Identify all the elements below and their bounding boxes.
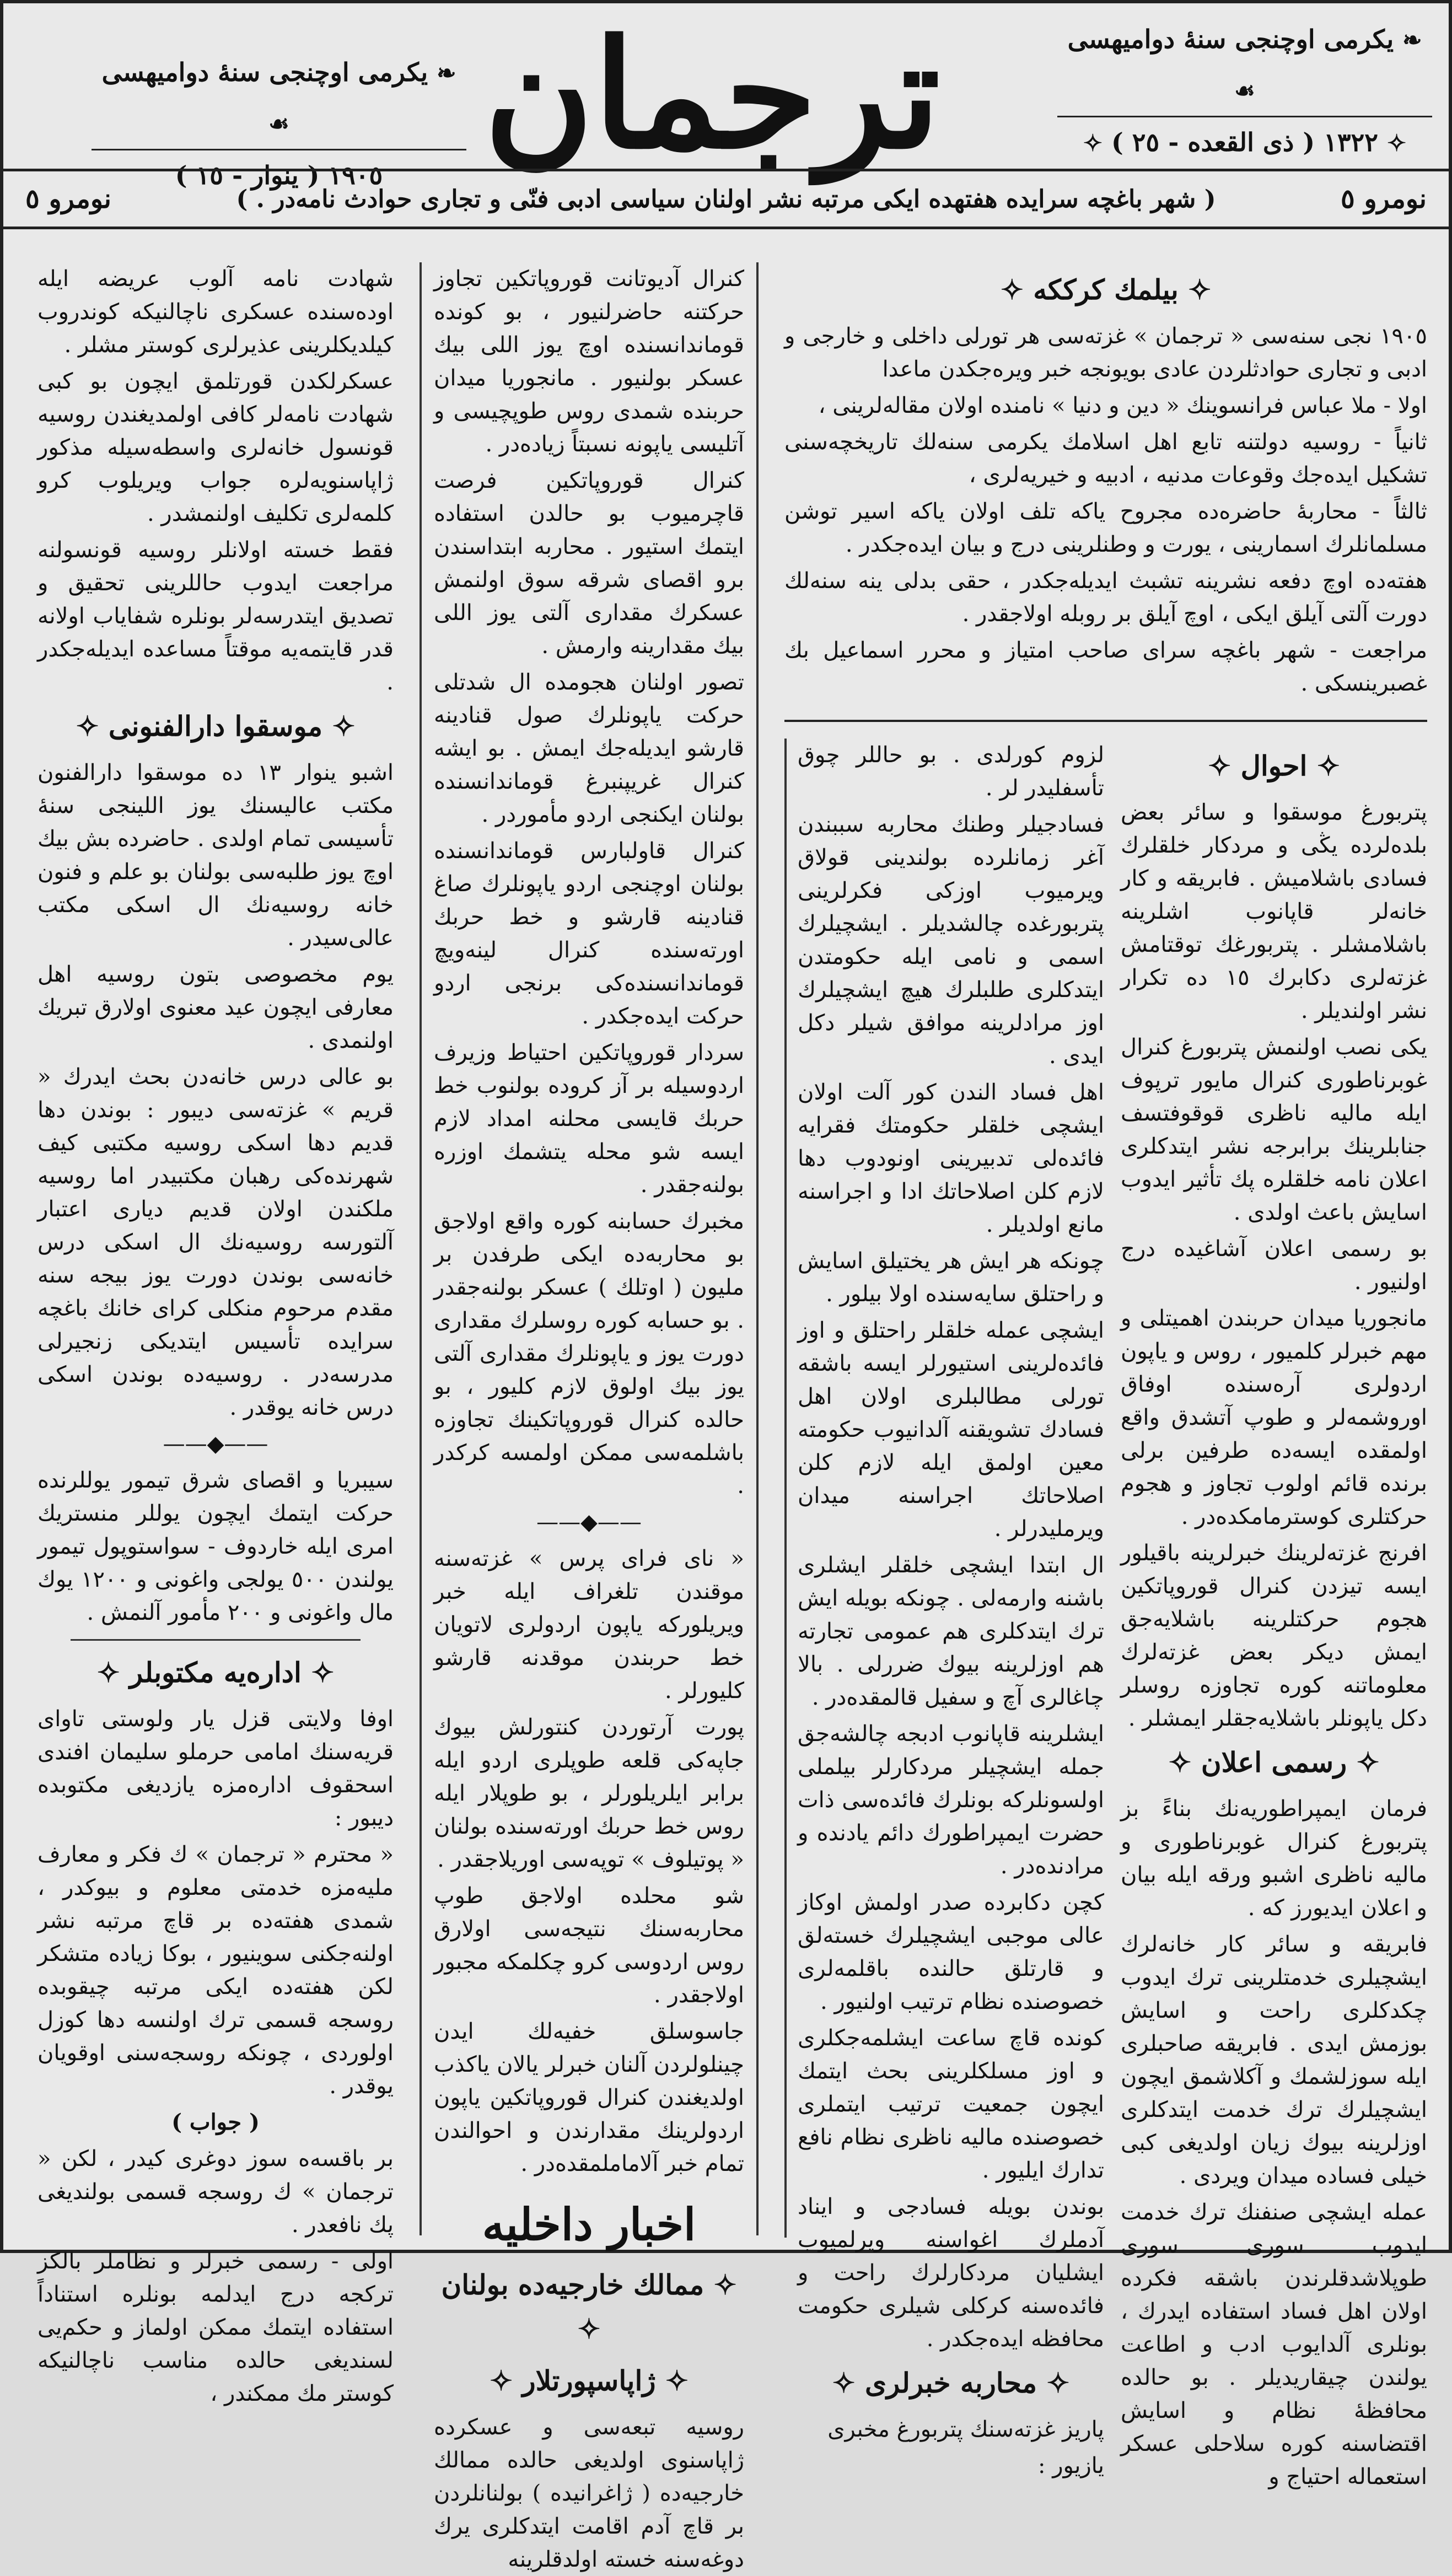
ornament-icon: ✧ (1000, 273, 1024, 306)
reservists-title: ژاپاسپورتلار (522, 2364, 656, 2397)
notice-heading (784, 268, 1427, 312)
article-paragraph: كنرال قوروپاتكين فرصت قاچرميوب بو حالدن استفاده ايتمك استيور . محاربه ابتداسندن برو اقصاى شرقه سوق اولنمش عسكرك مقدارى آلتى يوز اللى بيك مقدارينه وارمش . (434, 468, 744, 659)
column-middle (420, 262, 759, 2572)
abroad-heading (434, 2263, 744, 2351)
article-paragraph: كونده قاچ ساعت ايشلمه‌جكلرى و اوز مسلكلرينى بحث ايتمك ايچون جمعيت ترتيب ايتملرى خصوصنده ماليه ناظرى نظام نافع تدارك ايليور . (798, 2025, 1104, 2183)
article-paragraph: « محترم « ترجمان » ك فكر و معارف مليه‌مزه خدمتى معلوم و بيوكدر ، شمدى هفته‌ده بر قاچ مرتبه نشر اولنه‌جكنى سوينيور ، بوكا زياده متشكر لكن هفته‌ده ايكى مرتبه چيقوبده روسجه قسمى ترك اولنسه دها كوزل اولوردى ، چونكه روسجه‌سنى اوقويان يوقدر . (37, 1842, 394, 2099)
article-paragraph: مخبرك حسابنه كوره واقع اولاجق بو محاربه‌ده ايكى طرفدن بر مليون ( اوتلك ) عسكر بولنه‌جقدر . بو حسابه كوره روسلرك مقدارى دورت يوز و ياپونلرك مقدارى آلتى يوز بيك اولوق لازم كليور ، بو حالده كنرال قوروپاتكينك تجاوزه باشلمه‌سى ممكن اولمسه كركدر . (434, 1209, 744, 1499)
article-paragraph: مانجوريا ميدان حربندن اهميتلى و مهم خبرلر كلميور ، روس و ياپون اردولرى آره‌سنده اوفاق اوروشمه‌لر و طوپ آتشدق واقع اولمقده ايسه‌ده طرفين برلى برنده قائم اولوب تجاوز و هجوم حركتلرى كوسترمامكده‌در . (1121, 1306, 1427, 1529)
ornament-icon: ☙ (268, 110, 289, 137)
article-paragraph: چونكه هر ايش هر يختيلق اسايش و راحتلق سايه‌سنده اولا بيلور . (798, 1248, 1104, 1307)
ornament-icon: ✧ (1356, 1746, 1380, 1779)
article-paragraph: اوفا ولايتى قزل يار ولوستى تاواى قريه‌سنك امامى حرملو سليمان افندى اسحقوف اداره‌مزه يازديغى مكتوبده ديبور : (37, 1706, 394, 1831)
letters-heading (37, 1651, 394, 1695)
divider (71, 1639, 361, 1641)
separator-icon: ——◆—— (163, 1431, 268, 1457)
article-paragraph: ايشلرينه قاپانوب ادبجه چالشه‌جق جمله ايشچيلر مردكارلر بيلملى اولسونلركه بونلرك فائده‌سى ذات حضرت ايمپراطورك دائم يادنده و مرادنده‌در . (798, 1721, 1104, 1879)
notice-paragraph: مراجعت - شهر باغچه سراى صاحب امتياز و محرر اسماعيل بك غصبرينسكى . (784, 638, 1427, 696)
abroad-title: ممالك خارجيه‌ده بولنان (441, 2268, 705, 2301)
notice-title: بيلمك كرككه (1033, 273, 1179, 306)
masthead-right-line1: يكرمى اوچنجى سنهٔ دواميهسى (1067, 24, 1394, 54)
notice-paragraph: ثالثاً - محاربهٔ حاضره‌ده مجروح ياكه تلف اولان ياكه اسير توشن مسلمانلرك اسمارينى ، يورت و وطنلرينى درج و بيان ايده‌جكدر . (784, 499, 1427, 557)
article-paragraph: كنرال قاولبارس قوماندانسنده بولنان اوچنجى اردو ياپونلرك صاغ قنادينه قارشو و خط حربك اورته‌سنده كنرال لينه‌ويچ قوماندانسنده‌كى برنجى اردو حركت ايده‌جكدر . (434, 838, 744, 1029)
ornament-icon: ✧ (1046, 2367, 1070, 2399)
ornament-icon: ✧ (96, 1656, 120, 1689)
reply-heading: ( جواب ) (171, 2109, 260, 2135)
ornament-icon: ✧ (1316, 750, 1340, 782)
article-paragraph: شهادت نامه آلوب عريضه ايله اوده‌سنده عسكرى ناچالنيكه كوندروب كيلديكلرينى عذيرلرى كوستر مشلر . (37, 266, 394, 358)
issue-number-left: نومرو ٥ (25, 184, 112, 214)
article-paragraph: سيبريا و اقصاى شرق تيمور يوللرنده حركت ايتمك ايچون يوللر منستريك امرى ايله خاردوف - سواستوپول تيمور يولندن ٥٠٠ يولجى واغونى و ١٢٠٠ يوك مال واغونى و ٢٠٠ مأمور آلنمش . (37, 1468, 394, 1625)
reservists-heading (434, 2359, 744, 2403)
ornament-icon: ✧ (332, 710, 356, 742)
issue-number-right: نومرو ٥ (1340, 184, 1427, 214)
article-paragraph: فرمان ايمپراطوريه‌نك بناءً بز پتربورغ كنرال غوبرناطورى و ماليه ناظرى اشبو ورقه ايله بيان و اعلان ايديورز كه . (1121, 1796, 1427, 1921)
ornament-icon: ✧ (1208, 750, 1231, 782)
middle-subcolumn (784, 739, 1104, 2478)
article-paragraph: ايشچى عمله خلقلر راحتلق و اوز فائده‌لرينى استيورلر ايسه باشقه تورلى مطالبلرى اولان اهل فسادك تشويقنه آلدانيوب حكومته معين اولمق ايله لازم كلن اصلاحاتك اجراسنه ميدان ويرمليدرلر . (798, 1318, 1104, 1542)
domestic-news-heading: اخبار داخليه (482, 2198, 696, 2250)
article-paragraph: بو عالى درس خانه‌دن بحث ايدرك « قريم » غزته‌سى ديبور : بوندن دها قديم دها اسكى روسيه مكتبى كيف شهرنده‌كى رهبان مكتبيدر اما روسيه ملكندن اولان قديم ديارى اعتبار آلتورسه روسيه‌نك ال اسكى درس خانه‌سى بوندن دورت يوز بيجه سنه مقدم مرحوم منكلى كراى خانك باغچه سرايده تأسيس ايتديكى زنجيرلى مدرسه‌در . روسيه‌ده بوندن اسكى درس خانه يوقدر . (37, 1064, 394, 1420)
article-paragraph: پتربورغ موسقوا و سائر بعض بلده‌لرده يڭى و مردكار خلقلرك فسادى باشلاميش . فابريقه و كار خانه‌لر قاپانوب اشلرينه باشلامشلر . پتربورغك توقتامش غزته‌لرى دكابرك ١٥ ده تكرار نشر اولنديلر . (1121, 800, 1428, 1023)
column-right-lower (784, 739, 1428, 2489)
article-paragraph: لزوم كورلدى . بو حاللر چوق تأسفليدر لر . (798, 742, 1104, 801)
article-paragraph: بر باقسه‌ه سوز دوغرى كيدر ، لكن « ترجمان » ك روسجه قسمى بولنديغى پك نافعدر . (37, 2146, 394, 2238)
article-paragraph: سردار قوروپاتكين احتياط وزيرف اردوسيله بر آز كروده بولنوب خط حربك قايسى محلنه امداد لازم ايسه شو محله يتشمك اوزره بولنه‌جقدر . (434, 1040, 744, 1198)
ornament-icon: ✧ (1083, 130, 1103, 157)
issue-line (3, 169, 1449, 229)
university-heading (37, 704, 394, 748)
masthead-left-box (92, 47, 466, 190)
article-paragraph: فقط خسته اولانلر روسيه قونسولنه مراجعت ايدوب حاللرينى تحقيق و تصديق ايتدرسه‌لر بونلره شفاياب اولانه قدر قايتمه‌يه موقتاً مساعده ايديله‌جكدر . (37, 537, 394, 695)
ornament-icon: ☙ (1234, 77, 1255, 104)
notice-paragraph: هفته‌ده اوچ دفعه نشرينه تشبث ايديله‌جكدر ، حقى بدلى ينه سنه‌لك دورت آلتى آيلق ايكى ، اوچ آيلق بر روبله اولاجقدر . (784, 568, 1427, 627)
ornament-icon: ✧ (577, 2313, 601, 2345)
university-title: موسقوا دارالفنونى (108, 710, 323, 742)
newspaper-title: ترجمان (484, 7, 940, 182)
tagline: ( شهر باغچه سرايده هفتهده ايكى مرتبه نشر اولنان سياسى ادبى فنّى و تجارى حوادث نامه‌در . ) (236, 185, 1216, 213)
separator-icon: ——◆—— (536, 1510, 642, 1535)
ornament-icon: ✧ (832, 2367, 856, 2399)
article-paragraph: كچن دكابرده صدر اولمش اوكاز عالى موجبى ايشچيلرك خسته‌لق و قارتلق حالنده باقلمه‌لرى خصوصنده نظام ترتيب اولنيور . (798, 1890, 1104, 2014)
article-paragraph: عمله ايشچى صنفنك ترك خدمت ايدوب سورى سورى طوپلاشدقلرندن باشقه فكرده اولان اهل فساد استفاده ايدرك ، بونلرى آلدايوب ادب و اطاعت يولندن چيقاريديلر . بو حالده محافظهٔ نظام و اسايش اقتضاسنه كوره سلاحلى عسكر استعماله احتياج و (1121, 2200, 1427, 2489)
ornament-icon: ✧ (311, 1656, 335, 1689)
notice-paragraph: اولا - ملا عباس فرانسوينك « دين و دنيا » نامنده اولان مقاله‌لرينى ، (818, 393, 1427, 418)
letters-title: اداره‌يه مكتوبلر (130, 1656, 302, 1689)
article-paragraph: پاريز غزته‌سنك پتربورغ مخبرى (827, 2417, 1104, 2442)
column-right (772, 262, 1439, 2489)
war-heading (798, 2361, 1104, 2405)
masthead-right-box (1057, 14, 1432, 157)
article-paragraph: تصور اولنان هجومده ال شدتلى حركت ياپونلرك صول قنادينه قارشو ايديله‌جك ايمش . بو ايشه كنرال غريپنبرغ قوماندانسنده بولنان ايكنجى اردو مأموردر . (434, 670, 744, 827)
article-paragraph: افرنج غزته‌لرينك خبرلرينه باقيلور ايسه تيزدن كنرال قوروپاتكين هجوم حركتلرينه باشلايه‌جق ايمش ديكر بعض غزته‌لرك معلوماتنه كوره تجاوزه روسلر دكل ياپونلر باشلايه‌جقلر ايمشلر . (1121, 1540, 1427, 1731)
article-paragraph: بو رسمى اعلان آشاغيده درج اولنيور . (1121, 1236, 1427, 1295)
article-paragraph: اشبو ينوار ١٣ ده موسقوا دارالفنون مكتب عاليسنك يوز اللينجى سنهٔ تأسيسى تمام اولدى . حاضرده بش بيك اوچ يوز طلبه‌سى بولنان بو علم و فنون خانه روسيه‌نك ال اسكى مكتب عالى‌سيدر . (37, 760, 394, 951)
war-title: محاربه خبرلرى (864, 2367, 1037, 2399)
ornament-icon: ✧ (490, 2364, 513, 2397)
ornament-icon: ✧ (1386, 130, 1407, 157)
article-paragraph: اهل فساد الندن كور آلت اولان ايشچى خلقلر حكومتك فقرايه فائده‌لى تدبيرينى اونودوب دها لازم كلن اصلاحاتك ادا و اجراسنه مانع اولديلر . (798, 1080, 1104, 1237)
article-paragraph: يكى نصب اولنمش پتربورغ كنرال غوبرناطورى كنرال مايور ترپوف ايله ماليه ناظرى قوقوفتسف جنابلرينك برابرجه نشر ايتدكلرى اعلان نامه خلقلره پك تأثير ايدوب اسايش باعث اولدى . (1121, 1034, 1427, 1225)
ahval-subcolumn (1121, 739, 1428, 2489)
article-paragraph: فابريقه و سائر كار خانه‌لرك ايشچيلرى خدمتلرينى ترك ايدوب چكدكلرى راحت و اسايش بوزمش ايدى . فابريقه صاحبلرى ايله سوزلشمك و آكلاشمق ايچون ايشچيلرك ترك خدمت ايتدكلرى اوزلرينه بيوك زيان اولديغى كبى خيلى فساده ميدان ويردى . (1121, 1932, 1427, 2189)
ahval-title: احوال (1240, 750, 1308, 782)
article-paragraph: ال ابتدا ايشچى خلقلر ايشلرى باشنه وارمه‌لى . چونكه بويله ايش ترك ايتدكلرى هم عمومى تجارته هم اوزلرينه بيوك ضررلى . بالا چاغالرى آچ و سفيل قالمقده‌در . (798, 1553, 1104, 1710)
official-title: رسمى اعلان (1201, 1746, 1347, 1779)
article-paragraph: « نای فراى پرس » غزته‌سنه موقندن تلغراف ايله خبر ويريلوركه ياپون اردولرى لاتويان خط حربندن موقدنه قارشو كليورلر . (434, 1546, 744, 1704)
official-heading (1121, 1740, 1427, 1785)
ornament-icon: ✧ (1168, 1746, 1192, 1779)
article-paragraph: اولى - رسمى خبرلر و نظاملر بالكز تركجه درج ايدلمه بونلره استناداً استفاده ايتمك ممكن اولماز و حكم‌يى لسنديغى حالده مناسب ناچالنيكه كوستر مك ممكندر ، (37, 2249, 394, 2406)
masthead-left-line2: ١٩٠٥ ( ينوار - ١٥ ) (175, 160, 383, 190)
ahval-heading (1121, 744, 1427, 788)
article-paragraph: يوم مخصوصى بتون روسيه اهل معارفى ايچون عيد معنوى اولارق تبريك اولنمدى . (37, 962, 394, 1053)
ornament-icon: ✧ (713, 2268, 737, 2301)
article-paragraph: يازيور : (1038, 2453, 1104, 2478)
article-paragraph: كنرال آديوتانت قوروپاتكين تجاوز حركتنه حاضرلنيور ، بو كونده قوماندانسنده اوچ يوز اللى بيك عسكر بولنيور . مانجوريا ميدان حربنده شمدى روس طوپچيسى و آتليسى ياپونه نسبتاً زياده‌در . (434, 266, 744, 457)
ornament-icon: ✧ (665, 2364, 689, 2397)
masthead-right-line2: ١٣٢٢ ( ذى القعده - ٢٥ ) (1111, 127, 1378, 157)
notice-paragraph: ١٩٠٥ نجى سنه‌سى « ترجمان » غزته‌سى هر تورلى داخلى و خارجى و ادبى و تجارى حوادثلردن عادى بويونجه خبر ويره‌جكدن ماعدا (784, 324, 1427, 382)
notice-section (784, 268, 1427, 722)
article-paragraph: عسكرلكدن قورتلمق ايچون بو كبى شهادت نامه‌لر كافى اولمديغندن روسيه قونسول خانه‌لرى واسطه‌سيله مذكور ژاپاسنويه‌لره جواب ويريلوب كرو كلمه‌لرى تكليف اولنمشدر . (37, 369, 394, 526)
ornament-icon: ❧ (437, 60, 456, 87)
article-paragraph: پورت آرتوردن كنتورلش بيوك جاپه‌كى قلعه طوپلرى اردو ايله برابر ايلريلورلر ، بو طوپلار ايله روس خط حربك اورته‌سنده بولنان « پوتيلوف » توپه‌سى اوريلاجقدر . (434, 1715, 744, 1872)
ornament-icon: ✧ (76, 710, 99, 742)
ornament-icon: ❧ (1402, 26, 1422, 53)
article-paragraph: روسيه تبعه‌سى و عسكرده ژاپاسنوى اولديغى حالده ممالك خارجيه‌ده ( ژاغرانيده ) بولنانلردن بر قاچ آدم اقامت ايتدكلرى يرك دوغه‌سنه خسته اولدقلرينه (434, 2415, 744, 2572)
article-paragraph: شو محلده اولاجق طوپ محاربه‌سنك نتيجه‌سى اولارق روس اردوسى كرو چكلمكه مجبور اولاجقدر . (434, 1883, 744, 2008)
article-paragraph: فسادجيلر وطنك محاربه سببندن آغر زمانلرده بولندينى قولاق ويرميوب اوزكى فكرلرينى پتربورغده چالشديلر . ايشچيلرك اسمى و نامى ايله حكومتدن ايتدكلرى طلبلرك هيچ ايشچيلرك اوز مرادلرينه موافق شيلر دكل ايدى . (798, 812, 1104, 1069)
article-paragraph: جاسوسلق خفيه‌لك ايدن چينلولردن آلنان خبرلر يالان ياكذب اولديغندن كنرال قوروپاتكين ياپون اردولرينك مقدارندن و احوالندن تمام خبر آلاماملمقده‌در . (434, 2019, 744, 2176)
masthead (3, 3, 1449, 214)
masthead-left-line1: يكرمى اوچنجى سنهٔ دواميهسى (101, 57, 428, 87)
column-left (25, 262, 406, 2406)
article-paragraph: بوندن بويله فسادجى و ايناد آدملرك اغواسنه ويرلميوب ايشليان مردكارلرك راحت و فائده‌سنه كركلى شيلرى حكومت محافظه ايده‌جكدر . (798, 2194, 1104, 2352)
ornament-icon: ✧ (1188, 273, 1212, 306)
notice-paragraph: ثانياً - روسيه دولتنه تابع اهل اسلامك يكرمى سنه‌لك تاريخچه‌سنى تشكيل ايده‌جك وقوعات مدنيه ، ادبيه و خيريه‌لرى ، (784, 429, 1427, 488)
